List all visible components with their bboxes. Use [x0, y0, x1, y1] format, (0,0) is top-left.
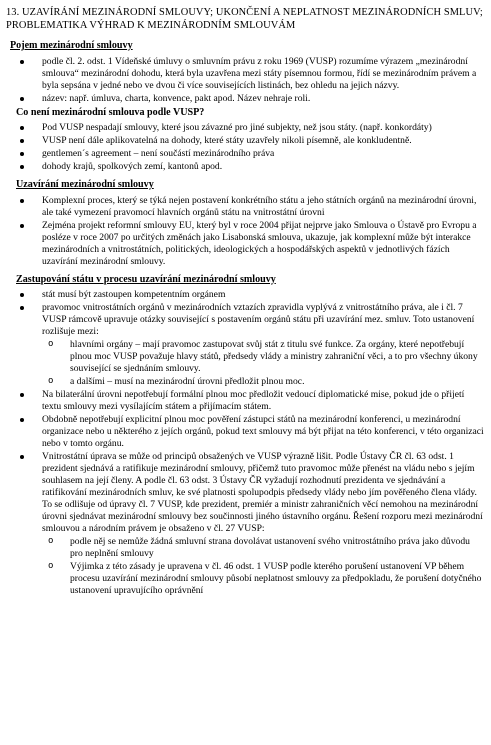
list-item: Vnitrostátní úprava se může od principů obsažených ve VUSP výrazně lišit. Podle Ústavy ČR čl. 63 odst. 1 prezident sjednává a ratifikuje mezinárodní smlouvy, přičemž tuto pravomoc může přenést na vládu nebo s jejím souhlasem na její členy. A podle čl. 63 odst. 3 Ústavy ČR vyžadují rozhodnutí prezidenta ve sjednávání a ratifikování mezinárodních smluv, ke své platnosti spolupodpis předsedy vlády nebo jím pověřeného člena vlády. To se odlišuje od úpravy čl. 7 VUSP, kde prezident, premiér a ministr zahraničních věcí nemohou na mezinárodní úrovni sjednávat mezinárodní smlouvy bez součinnosti jiného ústavního orgánu. Řešení rozporu mezi mezinárodní smlouvou a národním právem je obsaženo v čl. 27 VUSP: — [6, 451, 485, 535]
list-item: Komplexní proces, který se týká nejen postavení konkrétního státu a jeho státních orgánů na mezinárodní úrovni, ale také vymezení pravomocí hlavních orgánů státu na vnitrostátní úrovni — [6, 195, 485, 219]
list-item: Zejména projekt reformní smlouvy EU, který byl v roce 2004 přijat nejprve jako Smlouva o Ústavě pro Evropu a posléze v roce 2007 po určitých změnách jako Lisabonská smlouva, ukazuje, jak komplexní může být interakce mezinárodních a vnitrostátních, politických, ideologických a hospodářských aspektů v jednotlivých fázích uzavírání mezinárodní smlouvy. — [6, 220, 485, 268]
sub-list-item: o Výjimka z této zásady je upravena v čl. 46 odst. 1 VUSP podle kterého porušení ustanovení VP během procesu uzavírání mezinárodní smlouvy působí neplatnost smlouvy za předpokladu, že porušení dotyčného ustanovení upravujícího oprávnění — [34, 561, 485, 597]
section-heading: Pojem mezinárodní smlouvy — [10, 40, 133, 51]
section-heading: Co není mezinárodní smlouva podle VUSP? — [16, 106, 205, 118]
list-item: VUSP není dále aplikovatelná na dohody, které státy uzavřely nikoli písemně, ale konkludentně. — [6, 135, 485, 147]
list-item: gentlemen´s agreement – není součástí mezinárodního práva — [6, 148, 485, 160]
list-item: Obdobně nepotřebují explicitní plnou moc pověření zástupci států na mezinárodní konferenci, u mezinárodní organizace nebo u některého z jejích orgánů, pokud text smlouvy má být přijat na této konferenci, v této organizaci nebo v tomto orgánu. — [6, 414, 485, 450]
bullet-list — [6, 56, 485, 105]
section-definition — [6, 40, 485, 105]
sub-list-wrapper — [6, 536, 485, 597]
section-representation — [6, 274, 485, 598]
bullet-list — [6, 122, 485, 173]
list-item: Pod VUSP nespadají smlouvy, které jsou závazné pro jiné subjekty, než jsou státy. (např. konkordáty) — [6, 122, 485, 134]
section-heading: Uzavírání mezinárodní smlouvy — [16, 179, 154, 190]
sub-list-item: o hlavními orgány – mají pravomoc zastupovat svůj stát z titulu své funkce. Za orgány, které nepotřebují plnou moc VUSP považuje hlavy států, předsedy vlády a ministry zahraniční věci, a to pro všechny úkony související se sjednáním smlouvy. — [34, 339, 485, 375]
document-title: 13. UZAVÍRÁNÍ MEZINÁRODNÍ SMLOUVY; UKONČENÍ A NEPLATNOST MEZINÁRODNÍCH SMLUV; PROBLEMATIKA VÝHRAD K MEZINÁRODNÍM SMLOUVÁM — [6, 7, 483, 31]
list-item: název: např. úmluva, charta, konvence, pakt apod. Název nehraje roli. — [6, 93, 485, 105]
sub-bullet-list — [34, 339, 485, 388]
section-concluding — [6, 179, 485, 268]
sub-list-item: o a dalšími – musí na mezinárodní úrovni předložit plnou moc. — [34, 376, 485, 388]
sub-list-wrapper — [6, 339, 485, 388]
section-not-treaty — [6, 107, 485, 174]
list-item: pravomoc vnitrostátních orgánů v mezinárodních vztazích zpravidla vyplývá z vnitrostátního práva, ale i čl. 7 VUSP rámcově upravuje otázky související s postavením orgánů státu při uzavírání mez. smluv. Toto ustanovení rozlišuje mezi: — [6, 302, 485, 338]
sub-bullet-list — [34, 536, 485, 597]
list-item: Na bilaterální úrovni nepotřebují formální plnou moc předložit vedoucí diplomatické mise, pokud jde o přijetí textu smlouvy mezi vysílajícím státem a přijímacím státem. — [6, 389, 485, 413]
section-heading: Zastupování státu v procesu uzavírání mezinárodní smlouvy — [16, 273, 276, 285]
sub-list-item: o podle něj se nemůže žádná smluvní strana dovolávat ustanovení svého vnitrostátního práva jako důvodu pro neplnění smlouvy — [34, 536, 485, 560]
list-item: dohody krajů, spolkových zemí, kantonů apod. — [6, 161, 485, 173]
bullet-list — [6, 389, 485, 535]
list-item: stát musí být zastoupen kompetentním orgánem — [6, 289, 485, 301]
list-item: podle čl. 2. odst. 1 Vídeňské úmluvy o smluvním právu z roku 1969 (VUSP) rozumíme výrazem „mezinárodní smlouva“ mezinárodní dohodu, která byla uzavřena mezi státy písemnou formou, řídí se mezinárodním právem a byla sepsána v jedné nebo ve dvou či více souvisejících listinách, bez ohledu na jejich názvy. — [6, 56, 485, 92]
bullet-list — [6, 195, 485, 268]
bullet-list — [6, 289, 485, 338]
